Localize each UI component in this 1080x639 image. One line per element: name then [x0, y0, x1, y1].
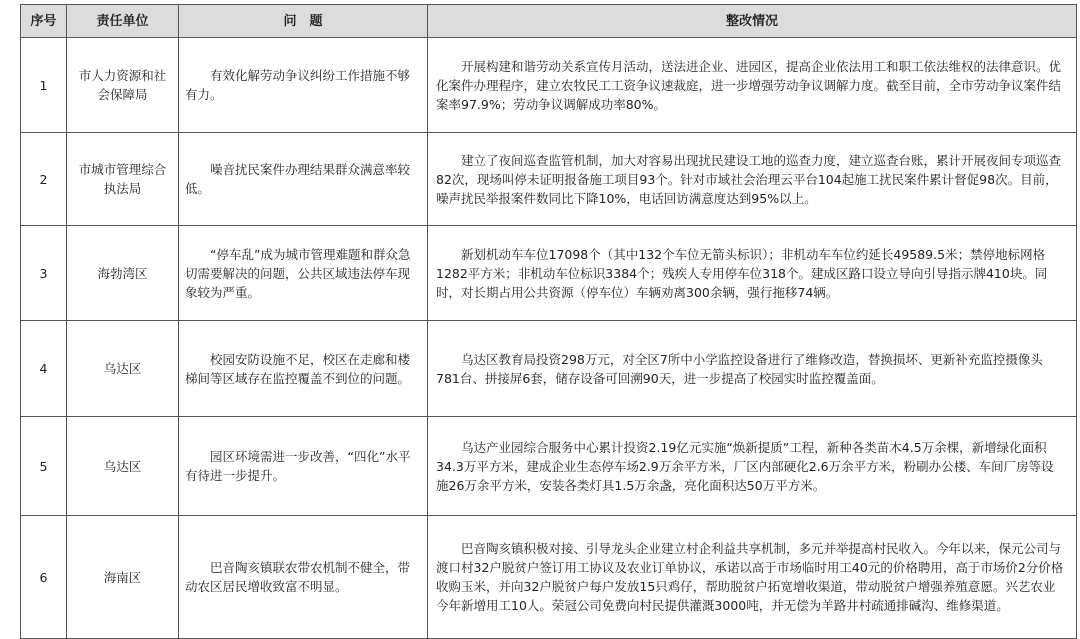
row-rectification: 建立了夜间巡查监管机制，加大对容易出现扰民建设工地的巡查力度，建立巡查台账，累计开展夜间专项巡查82次，现场叫停未证明报备施工项目93个。针对市域社会治理云平台104起施工扰民案件累计督促98次。目前，噪声扰民举报案件数同比下降10%，电话回访满意度达到95%以上。	[428, 133, 1077, 226]
header-no: 序号	[21, 5, 67, 38]
row-issue: 园区环境需进一步改善，“四化”水平有待进一步提升。	[179, 417, 428, 516]
row-no: 6	[21, 516, 67, 639]
row-rectification: 乌达区教育局投资298万元，对全区7所中小学监控设备进行了维修改造，替换损坏、更新补充监控摄像头781台、拼接屏6套，储存设备可回溯90天，进一步提高了校园实时监控覆盖面。	[428, 321, 1077, 417]
header-issue: 问 题	[179, 5, 428, 38]
row-unit: 海勃湾区	[67, 226, 179, 321]
rectification-table	[20, 4, 1077, 639]
row-issue: “停车乱”成为城市管理难题和群众急切需要解决的问题，公共区域违法停车现象较为严重。	[179, 226, 428, 321]
table-header-row	[21, 5, 1077, 38]
row-unit: 乌达区	[67, 417, 179, 516]
row-no: 5	[21, 417, 67, 516]
table-row	[21, 417, 1077, 516]
row-no: 3	[21, 226, 67, 321]
row-issue: 有效化解劳动争议纠纷工作措施不够有力。	[179, 38, 428, 133]
row-no: 1	[21, 38, 67, 133]
row-issue: 噪音扰民案件办理结果群众满意率较低。	[179, 133, 428, 226]
row-no: 2	[21, 133, 67, 226]
row-issue: 巴音陶亥镇联农带农机制不健全，带动农区居民增收致富不明显。	[179, 516, 428, 639]
row-no: 4	[21, 321, 67, 417]
row-rectification: 乌达产业园综合服务中心累计投资2.19亿元实施“焕新提质”工程，新种各类苗木4.5万余棵，新增绿化面积34.3万平方米，建成企业生态停车场2.9万余平方米，厂区内部硬化2.6万余平方米，粉刷办公楼、车间厂房等设施26万余平方米，安装各类灯具1.5万余盏，亮化面积达50万平方米。	[428, 417, 1077, 516]
header-unit: 责任单位	[67, 5, 179, 38]
rectification-table-container	[20, 4, 1076, 639]
row-unit: 海南区	[67, 516, 179, 639]
table-row	[21, 321, 1077, 417]
table-row	[21, 38, 1077, 133]
table-row	[21, 516, 1077, 639]
row-unit: 市城市管理综合执法局	[67, 133, 179, 226]
row-rectification: 巴音陶亥镇积极对接、引导龙头企业建立村企利益共享机制，多元并举提高村民收入。今年以来，保元公司与渡口村32户脱贫户签订用工协议及农业订单协议，承诺以高于市场临时用工40元的价格聘用，高于市场价2分价格收购玉米，并向32户脱贫户每户发放15只鸡仔，帮助脱贫户拓宽增收渠道，带动脱贫户增强养殖意愿。兴艺农业今年新增用工10人。荣冠公司免费向村民提供灌溉3000吨，并无偿为羊路井村疏通排碱沟、维修渠道。	[428, 516, 1077, 639]
header-rectification: 整改情况	[428, 5, 1077, 38]
row-issue: 校园安防设施不足，校区在走廊和楼梯间等区域存在监控覆盖不到位的问题。	[179, 321, 428, 417]
row-unit: 乌达区	[67, 321, 179, 417]
row-rectification: 开展构建和谐劳动关系宣传月活动，送法进企业、进园区，提高企业依法用工和职工依法维权的法律意识。优化案件办理程序，建立农牧民工工资争议速裁庭，进一步增强劳动争议调解力度。截至目前，全市劳动争议案件结案率97.9%；劳动争议调解成功率80%。	[428, 38, 1077, 133]
table-row	[21, 226, 1077, 321]
row-rectification: 新划机动车车位17098个（其中132个车位无箭头标识）；非机动车车位约延长49589.5米；禁停地标网格1282平方米；非机动车位标识3384个；残疾人专用停车位318个。建成区路口设立导向引导指示牌410块。同时，对长期占用公共资源（停车位）车辆劝离300余辆，强行拖移74辆。	[428, 226, 1077, 321]
row-unit: 市人力资源和社会保障局	[67, 38, 179, 133]
table-row	[21, 133, 1077, 226]
